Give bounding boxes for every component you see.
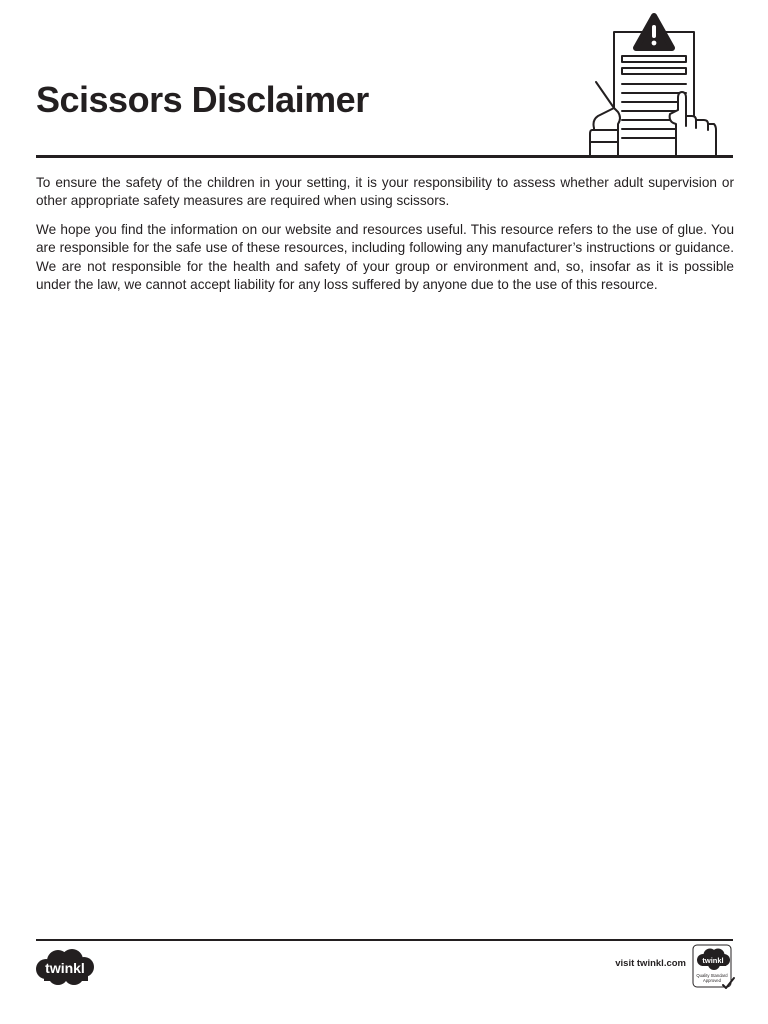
badge-logo-text: twinkl [702, 956, 724, 965]
disclaimer-body [36, 174, 734, 304]
quality-standard-badge [692, 944, 736, 990]
badge-line-2: Approved [703, 978, 721, 983]
twinkl-logo-text: twinkl [45, 960, 85, 976]
disclaimer-paragraph: We hope you find the information on our website and resources useful. This resource refers to the use of glue. You are responsible for the safe use of these resources, including following any manufacturer’s instructions or guidance. We are not responsible for the health and safety of your group or environment and, so, insofar as it is possible under the law, we cannot accept liability for any loss suffered by anyone due to the use of this resource. [36, 221, 734, 293]
page-title: Scissors Disclaimer [36, 79, 369, 120]
twinkl-logo [34, 947, 96, 987]
footer-divider [36, 939, 733, 941]
badge-line-1: Quality Standard [696, 973, 728, 978]
disclaimer-paragraph: To ensure the safety of the children in your setting, it is your responsibility to assess whether adult supervision or other appropriate safety measures are required when using scissors. [36, 175, 734, 209]
header-divider [36, 155, 733, 158]
clipboard-warning-icon [584, 12, 718, 160]
visit-website-link[interactable]: visit twinkl.com [615, 958, 686, 969]
